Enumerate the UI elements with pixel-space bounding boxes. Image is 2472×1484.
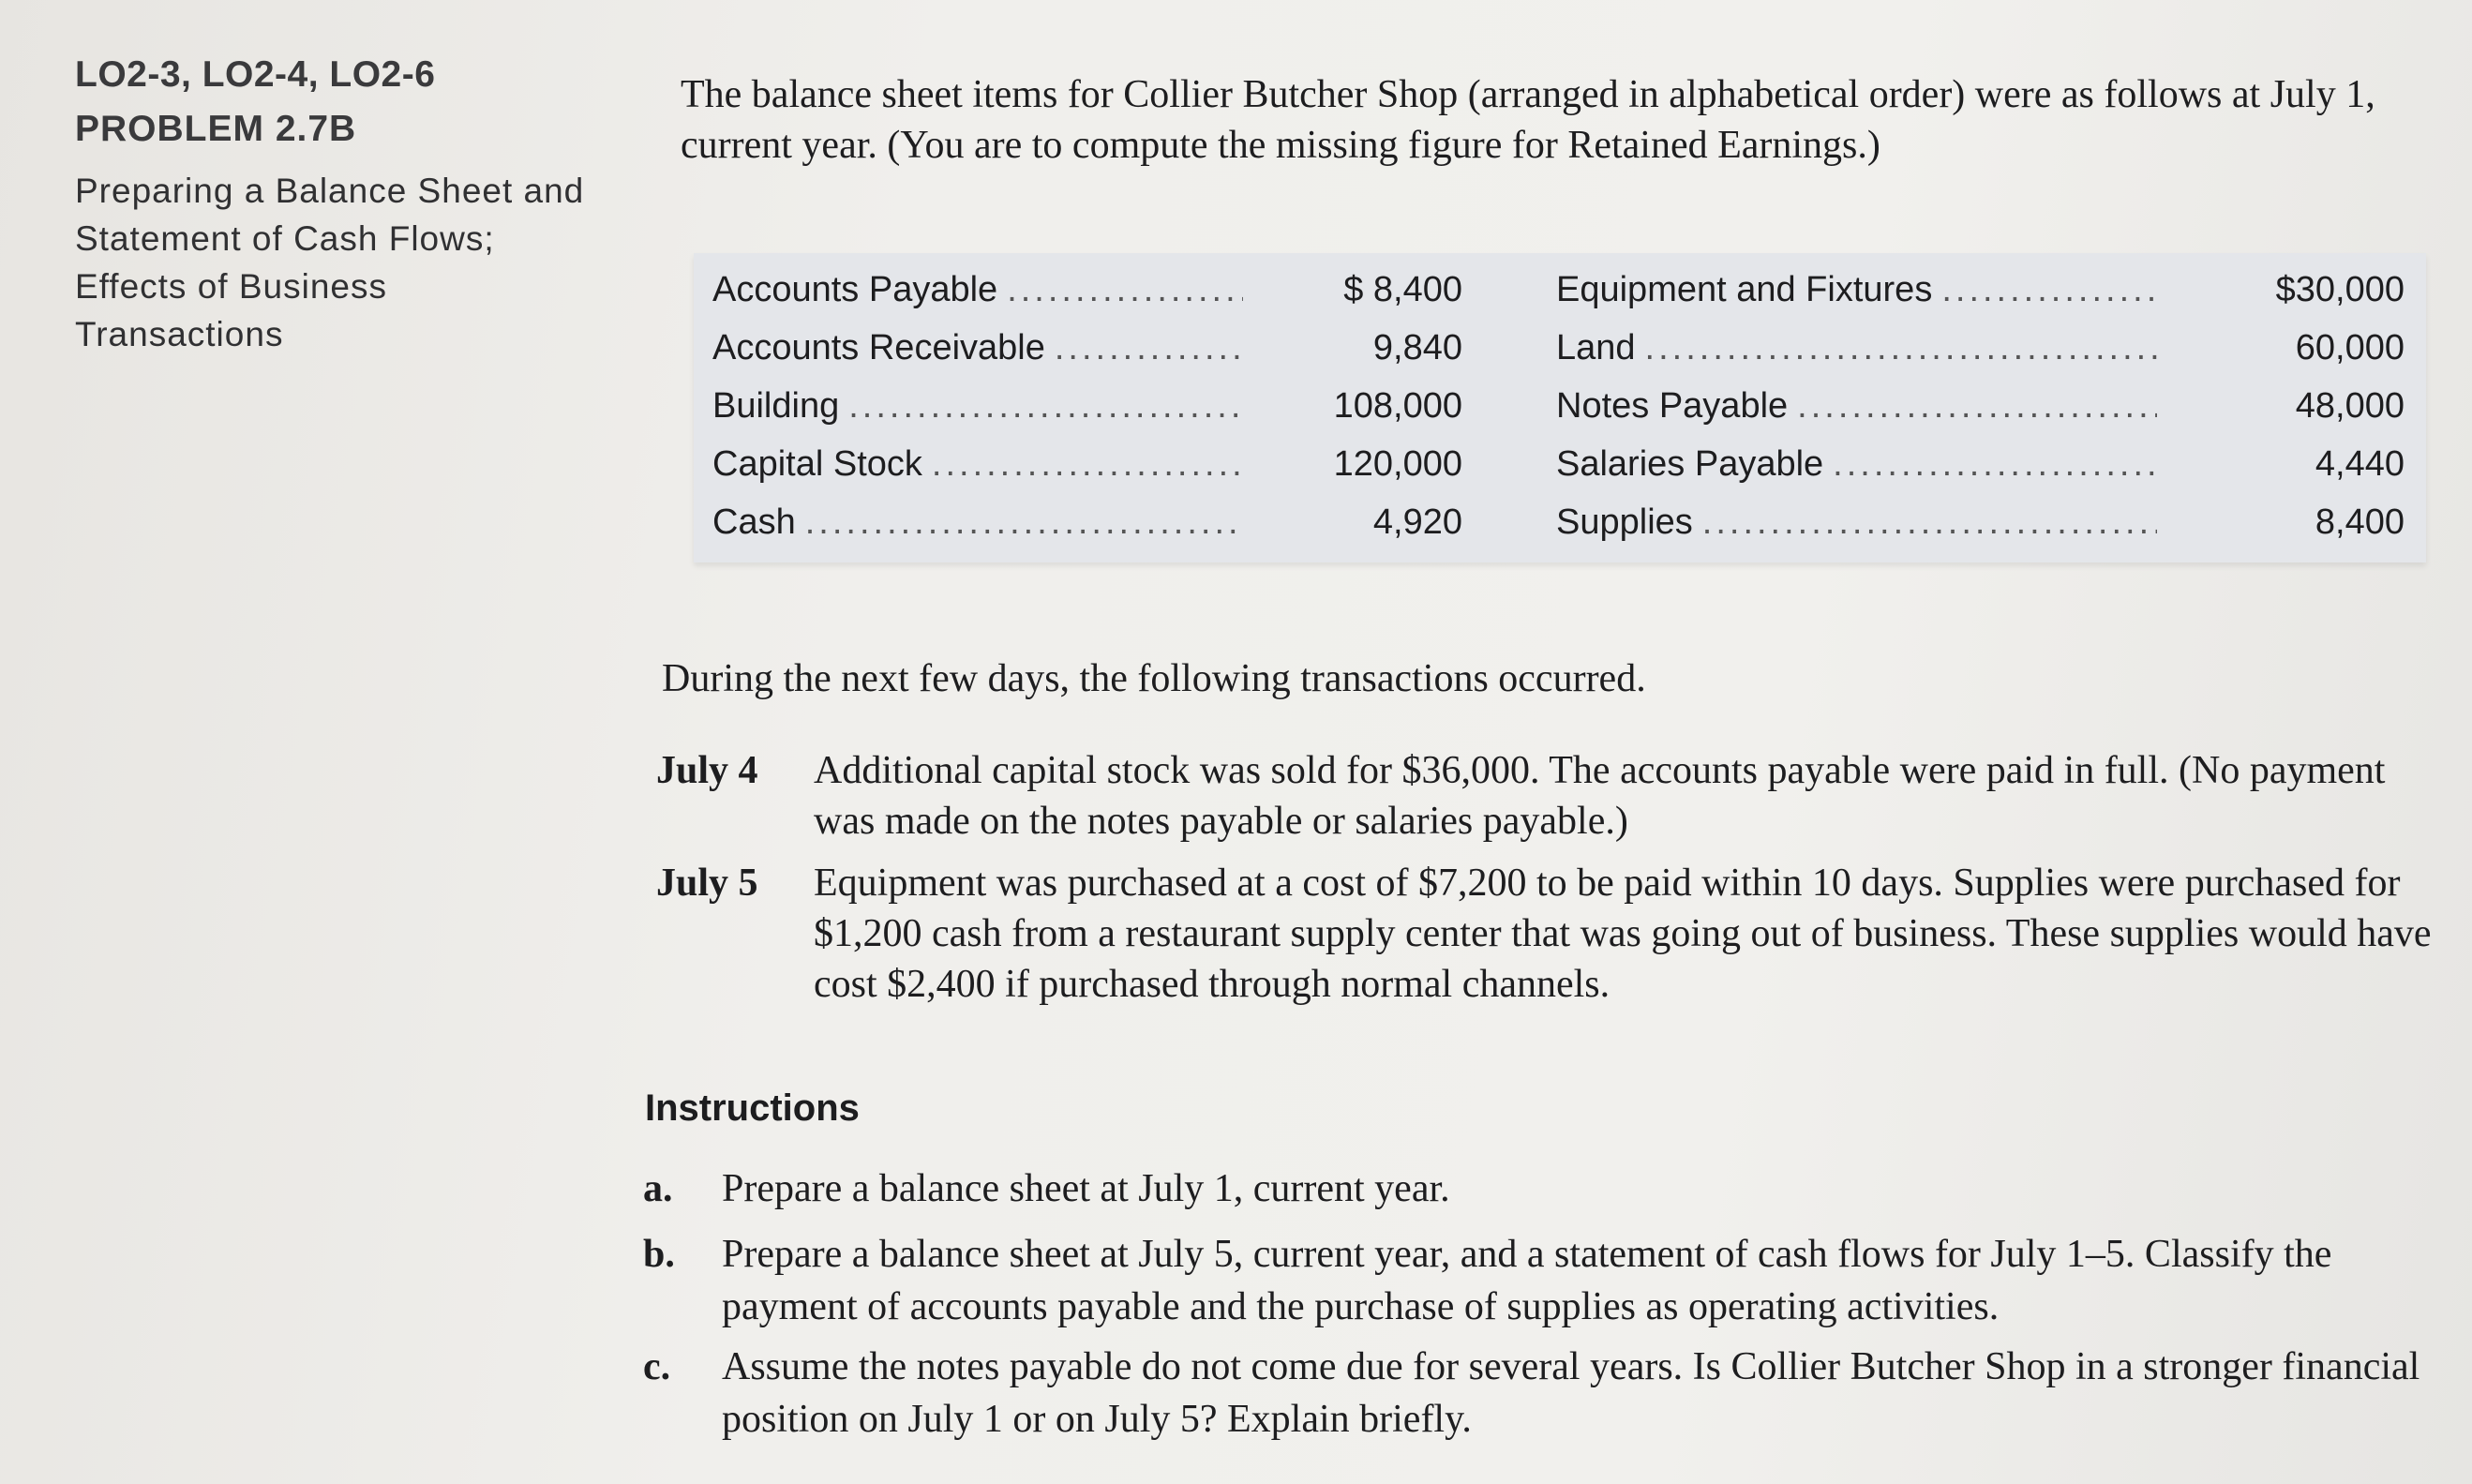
instruction-text: Prepare a balance sheet at July 1, current year. bbox=[722, 1167, 1450, 1210]
balance-item-row bbox=[1556, 270, 2405, 328]
item-label: Land bbox=[1556, 328, 1636, 367]
learning-objective-codes: LO2-3, LO2-4, LO2-6 bbox=[75, 54, 436, 95]
item-amount: 8,400 bbox=[2315, 502, 2405, 542]
item-label: Notes Payable bbox=[1556, 386, 1789, 426]
transaction-date: July 4 bbox=[656, 749, 758, 792]
item-amount: 4,440 bbox=[2315, 444, 2405, 484]
item-label: Accounts Payable bbox=[712, 270, 998, 309]
problem-number: PROBLEM 2.7B bbox=[75, 109, 357, 149]
leader-dots bbox=[1007, 270, 1243, 310]
leader-dots bbox=[1941, 270, 2157, 310]
balance-item-row bbox=[712, 386, 1462, 444]
item-amount: 4,920 bbox=[1372, 502, 1462, 542]
balance-item-row bbox=[1556, 386, 2405, 444]
leader-dots bbox=[932, 444, 1243, 485]
instruction-text: Prepare a balance sheet at July 5, current year, and a statement of cash flows for July 1–5. Classify the payment of accounts payable and the purchase of supplies as operating activities. bbox=[722, 1233, 2332, 1328]
transaction-date: July 5 bbox=[656, 862, 758, 905]
balance-item-row bbox=[1556, 502, 2405, 561]
transactions-intro: During the next few days, the following transactions occurred. bbox=[662, 657, 1646, 700]
balance-item-row bbox=[712, 444, 1462, 502]
leader-dots bbox=[1833, 444, 2157, 485]
instruction-item bbox=[643, 1228, 2443, 1333]
item-label: Building bbox=[712, 386, 840, 426]
item-amount: $ 8,400 bbox=[1343, 270, 1462, 309]
leader-dots bbox=[805, 502, 1243, 543]
item-amount: 60,000 bbox=[2295, 328, 2405, 367]
balance-item-row bbox=[712, 502, 1462, 561]
balance-item-row bbox=[712, 270, 1462, 328]
instructions-heading: Instructions bbox=[645, 1087, 860, 1129]
instruction-letter: b. bbox=[643, 1233, 675, 1276]
problem-sidebar bbox=[75, 54, 637, 358]
leader-dots bbox=[1797, 386, 2157, 427]
leader-dots bbox=[1645, 328, 2157, 368]
balance-items-left-column bbox=[712, 270, 1462, 561]
instruction-text: Assume the notes payable do not come due for several years. Is Collier Butcher Shop in a stronger financial position on July 1 or on July 5? Explain briefly. bbox=[722, 1345, 2420, 1441]
item-label: Cash bbox=[712, 502, 796, 542]
instruction-letter: a. bbox=[643, 1167, 673, 1210]
balance-item-row bbox=[1556, 328, 2405, 386]
problem-intro: The balance sheet items for Collier Butcher Shop (arranged in alphabetical order) were as follows at July 1, current year. (You are to compute the missing figure for Retained Earnings.) bbox=[681, 73, 2375, 167]
balance-item-row bbox=[712, 328, 1462, 386]
item-amount: 120,000 bbox=[1333, 444, 1462, 484]
instruction-letter: c. bbox=[643, 1345, 671, 1388]
instruction-item bbox=[643, 1341, 2443, 1446]
balance-item-row bbox=[1556, 444, 2405, 502]
item-amount: 9,840 bbox=[1372, 328, 1462, 367]
transaction-entry bbox=[656, 858, 2437, 1010]
instruction-item bbox=[643, 1162, 2443, 1215]
item-label: Equipment and Fixtures bbox=[1556, 270, 1933, 309]
item-amount: $30,000 bbox=[2275, 270, 2405, 309]
item-label: Accounts Receivable bbox=[712, 328, 1045, 367]
leader-dots bbox=[1702, 502, 2157, 543]
item-label: Salaries Payable bbox=[1556, 444, 1824, 484]
leader-dots bbox=[1055, 328, 1243, 368]
item-amount: 108,000 bbox=[1333, 386, 1462, 426]
transaction-text: Equipment was purchased at a cost of $7,200 to be paid within 10 days. Supplies were purchased for $1,200 cash from a restaurant supply center that was going out of business. These supplies would have cost $2,400 if purchased through normal channels. bbox=[814, 862, 2432, 1006]
leader-dots bbox=[848, 386, 1243, 427]
balance-sheet-items-table bbox=[694, 253, 2426, 562]
item-label: Supplies bbox=[1556, 502, 1693, 542]
item-amount: 48,000 bbox=[2295, 386, 2405, 426]
transaction-entry bbox=[656, 745, 2437, 847]
item-label: Capital Stock bbox=[712, 444, 922, 484]
balance-items-right-column bbox=[1556, 270, 2405, 561]
problem-title: Preparing a Balance Sheet and Statement of Cash Flows; Effects of Business Transactions bbox=[75, 172, 585, 353]
transaction-text: Additional capital stock was sold for $36,000. The accounts payable were paid in full. (No payment was made on the notes payable or salaries payable.) bbox=[814, 749, 2386, 843]
